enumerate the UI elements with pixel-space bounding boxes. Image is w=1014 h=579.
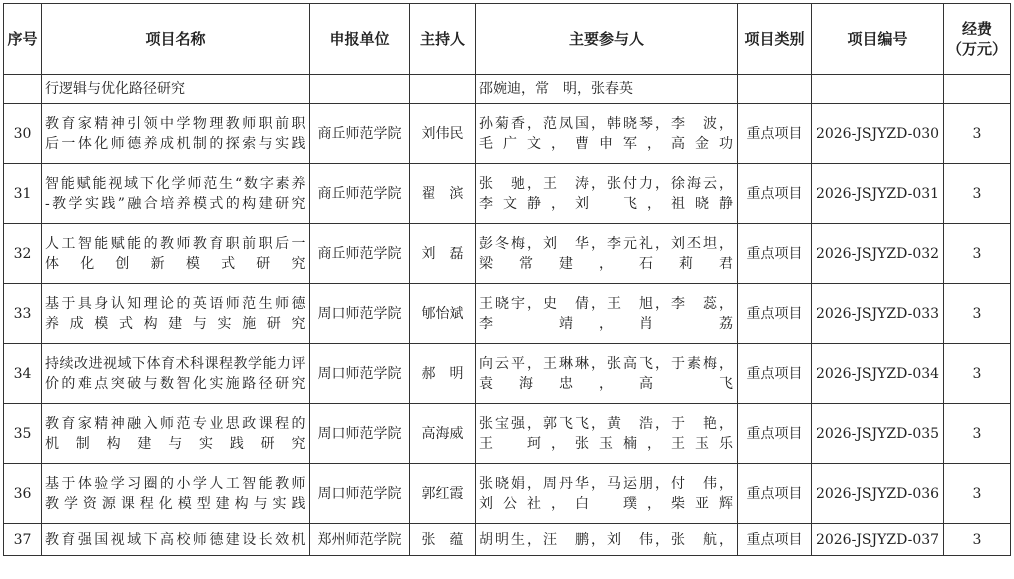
cell-no-line: 31 <box>13 185 32 202</box>
cell-no <box>4 284 42 344</box>
header-name: 项目名称 <box>42 4 310 75</box>
cell-category <box>738 344 812 404</box>
header-host: 主持人 <box>410 4 476 75</box>
cell-no <box>4 524 42 556</box>
cell-host <box>410 104 476 164</box>
cell-name-line: 教育强国视域下高校师德建设长效机 <box>45 531 306 548</box>
cell-no-line: 30 <box>13 125 32 142</box>
cell-participants-line: 王晓宇，史 倩，王 旭，李 蕊， <box>479 295 734 312</box>
cell-participants-line: 袁海忠，高 飞 <box>479 375 734 392</box>
cell-participants-line: 李文静，刘 飞，祖晓静 <box>479 195 734 212</box>
cell-name <box>42 104 310 164</box>
cell-fund-line: 3 <box>972 531 982 548</box>
cell-participants <box>476 104 738 164</box>
cell-participants <box>476 524 738 556</box>
cell-category-line: 重点项目 <box>746 185 803 202</box>
header-no: 序号 <box>4 4 42 75</box>
cell-code-line: 2026-JSJYZD-032 <box>815 245 940 262</box>
cell-host <box>410 284 476 344</box>
table-row <box>4 224 1011 284</box>
cell-code <box>812 164 944 224</box>
cell-no <box>4 464 42 524</box>
cell-name-line: 持续改进视域下体育术科课程教学能力评 <box>45 355 306 372</box>
header-fund <box>944 4 1011 75</box>
cell-name <box>42 524 310 556</box>
cell-no <box>4 104 42 164</box>
cell-code <box>812 284 944 344</box>
cell-unit <box>310 104 410 164</box>
cell-name-line: 养成模式构建与实施研究 <box>45 315 306 332</box>
cell-host-line: 张 蕴 <box>421 531 464 548</box>
cell-participants-line: 彭冬梅，刘 华，李元礼，刘丕坦， <box>479 235 734 252</box>
cell-fund <box>944 104 1011 164</box>
header-participants: 主要参与人 <box>476 4 738 75</box>
cell-category-line: 重点项目 <box>746 305 803 322</box>
header-unit: 申报单位 <box>310 4 410 75</box>
table-row <box>4 284 1011 344</box>
cell-no <box>4 404 42 464</box>
cell-participants-line: 向云平，王琳琳，张高飞，于素梅， <box>479 355 734 372</box>
cell-name-line: 基于具身认知理论的英语师范生师德 <box>45 295 306 312</box>
cell-name-line: 基于体验学习圈的小学人工智能教师 <box>45 475 306 492</box>
cell-code-line: 2026-JSJYZD-030 <box>815 125 940 142</box>
cell-code <box>812 104 944 164</box>
table-row <box>4 464 1011 524</box>
cell-participants-line: 刘公社，白 璞，柴亚辉 <box>479 495 734 512</box>
cell-fund-line: 3 <box>972 245 982 262</box>
cell-name-line: 教育家精神融入师范专业思政课程的 <box>45 415 306 432</box>
cell-name-line: 价的难点突破与数智化实施路径研究 <box>45 375 306 392</box>
cell-no-line: 33 <box>13 305 32 322</box>
cell-no <box>4 224 42 284</box>
cell-fund-line: 3 <box>972 305 982 322</box>
cell-name <box>42 464 310 524</box>
cell-category-line: 重点项目 <box>746 485 803 502</box>
cell-name <box>42 344 310 404</box>
cell-name-line: 后一体化师德养成机制的探索与实践 <box>45 135 306 152</box>
cell-unit <box>310 344 410 404</box>
cell-host <box>410 164 476 224</box>
cell-participants <box>476 284 738 344</box>
cell-code <box>812 464 944 524</box>
cell-fund <box>944 344 1011 404</box>
cell-fund-line: 3 <box>972 365 982 382</box>
cell-host-line: 高海威 <box>421 425 464 442</box>
cell-code-line: 2026-JSJYZD-036 <box>815 485 940 502</box>
cell-participants-line: 梁常建，石莉君 <box>479 255 734 272</box>
cell-unit <box>310 464 410 524</box>
cell-code-line: 2026-JSJYZD-031 <box>815 185 940 202</box>
cell-host <box>410 344 476 404</box>
cell-unit-line: 商丘师范学院 <box>317 245 402 262</box>
cell-code <box>812 344 944 404</box>
cell-unit <box>310 404 410 464</box>
cell-host-line: 翟 滨 <box>421 185 464 202</box>
cell-no-line: 36 <box>13 485 32 502</box>
cell-category-line: 重点项目 <box>746 245 803 262</box>
cell-participants <box>476 224 738 284</box>
cell-name <box>42 284 310 344</box>
cell-unit-line: 周口师范学院 <box>317 365 402 382</box>
cell-participants-line: 张宝强，郭飞飞，黄 浩，于 艳， <box>479 415 734 432</box>
cell-code <box>812 224 944 284</box>
cell-participants-line: 毛广文，曹申军，高金功 <box>479 135 734 152</box>
cell-name-line: 智能赋能视域下化学师范生“数字素养 <box>45 175 306 192</box>
cell-fund-line: 3 <box>972 425 982 442</box>
cell-category-line: 重点项目 <box>746 365 803 382</box>
cell-no <box>4 75 42 104</box>
cell-unit-line: 商丘师范学院 <box>317 125 402 142</box>
cell-name-line: -教学实践”融合培养模式的构建研究 <box>45 195 306 212</box>
cell-unit-line: 周口师范学院 <box>317 485 402 502</box>
cell-fund <box>944 164 1011 224</box>
cell-unit <box>310 224 410 284</box>
cell-name-line: 人工智能赋能的教师教育职前职后一 <box>45 235 306 252</box>
header-fund-line1: 经费 <box>961 20 992 38</box>
cell-participants-line: 张 驰，王 涛，张付力，徐海云， <box>479 175 734 192</box>
cell-host-line: 刘伟民 <box>421 125 464 142</box>
cell-code-line: 2026-JSJYZD-034 <box>815 365 940 382</box>
cell-participants-line: 张晓娟，周丹华，马运朋，付 伟， <box>479 475 734 492</box>
cell-code <box>812 75 944 104</box>
cell-category <box>738 404 812 464</box>
cell-category-line: 重点项目 <box>746 425 803 442</box>
cell-host-line: 郭红霞 <box>421 485 464 502</box>
cell-no-line: 32 <box>13 245 32 262</box>
cell-unit-line: 郑州师范学院 <box>317 531 402 548</box>
cell-name-line: 教育家精神引领中学物理教师职前职 <box>45 115 306 132</box>
project-table <box>3 3 1011 556</box>
cell-no-line: 37 <box>13 531 32 548</box>
cell-participants <box>476 464 738 524</box>
cell-category <box>738 104 812 164</box>
table-row <box>4 164 1011 224</box>
cell-category <box>738 164 812 224</box>
cell-fund-line: 3 <box>972 125 982 142</box>
cell-fund-line: 3 <box>972 485 982 502</box>
cell-participants: 邵婉迪，常 明，张春英 <box>476 75 738 104</box>
table-row <box>4 524 1011 556</box>
cell-no-line: 34 <box>13 365 32 382</box>
cell-host <box>410 224 476 284</box>
cell-unit-line: 商丘师范学院 <box>317 185 402 202</box>
table-row <box>4 404 1011 464</box>
cell-code <box>812 404 944 464</box>
cell-category <box>738 464 812 524</box>
cell-participants-line: 胡明生，汪 鹏，刘 伟，张 航， <box>479 531 734 548</box>
cell-host-line: 郝 明 <box>421 365 464 382</box>
cell-fund <box>944 224 1011 284</box>
cell-name: 行逻辑与优化路径研究 <box>42 75 310 104</box>
header-fund-line2: （万元） <box>946 40 1007 58</box>
cell-unit <box>310 284 410 344</box>
cell-host-line: 刘 磊 <box>421 245 464 262</box>
cell-name-line: 体化创新模式研究 <box>45 255 306 272</box>
cell-category <box>738 524 812 556</box>
cell-fund <box>944 75 1011 104</box>
cell-fund <box>944 284 1011 344</box>
cell-participants <box>476 404 738 464</box>
cell-code-line: 2026-JSJYZD-037 <box>815 531 940 548</box>
cell-participants-line: 李 靖，肖 荔 <box>479 315 734 332</box>
cell-no <box>4 344 42 404</box>
cell-category <box>738 284 812 344</box>
cell-host <box>410 464 476 524</box>
cell-code <box>812 524 944 556</box>
cell-fund <box>944 524 1011 556</box>
table-row <box>4 344 1011 404</box>
cell-host <box>410 75 476 104</box>
cell-name <box>42 404 310 464</box>
cell-participants <box>476 344 738 404</box>
cell-fund <box>944 404 1011 464</box>
header-category: 项目类别 <box>738 4 812 75</box>
cell-no-line: 35 <box>13 425 32 442</box>
cell-participants <box>476 164 738 224</box>
cell-unit <box>310 524 410 556</box>
continuation-row <box>4 75 1011 104</box>
cell-unit <box>310 75 410 104</box>
cell-name-line: 教学资源课程化模型建构与实践 <box>45 495 306 512</box>
cell-code-line: 2026-JSJYZD-035 <box>815 425 940 442</box>
cell-unit <box>310 164 410 224</box>
cell-category-line: 重点项目 <box>746 531 803 548</box>
cell-name <box>42 224 310 284</box>
cell-fund-line: 3 <box>972 185 982 202</box>
cell-category <box>738 75 812 104</box>
cell-participants-line: 孙菊香，范凤国，韩晓琴，李 波， <box>479 115 734 132</box>
cell-no <box>4 164 42 224</box>
cell-category-line: 重点项目 <box>746 125 803 142</box>
cell-code-line: 2026-JSJYZD-033 <box>815 305 940 322</box>
cell-host-line: 郇怡斌 <box>421 305 464 322</box>
cell-participants-line: 王 珂，张玉楠，王玉乐 <box>479 435 734 452</box>
cell-host <box>410 404 476 464</box>
cell-unit-line: 周口师范学院 <box>317 305 402 322</box>
cell-fund <box>944 464 1011 524</box>
header-code: 项目编号 <box>812 4 944 75</box>
cell-unit-line: 周口师范学院 <box>317 425 402 442</box>
table-row <box>4 104 1011 164</box>
cell-category <box>738 224 812 284</box>
header-row <box>4 4 1011 75</box>
cell-host <box>410 524 476 556</box>
cell-name <box>42 164 310 224</box>
cell-name-line: 机制构建与实践研究 <box>45 435 306 452</box>
